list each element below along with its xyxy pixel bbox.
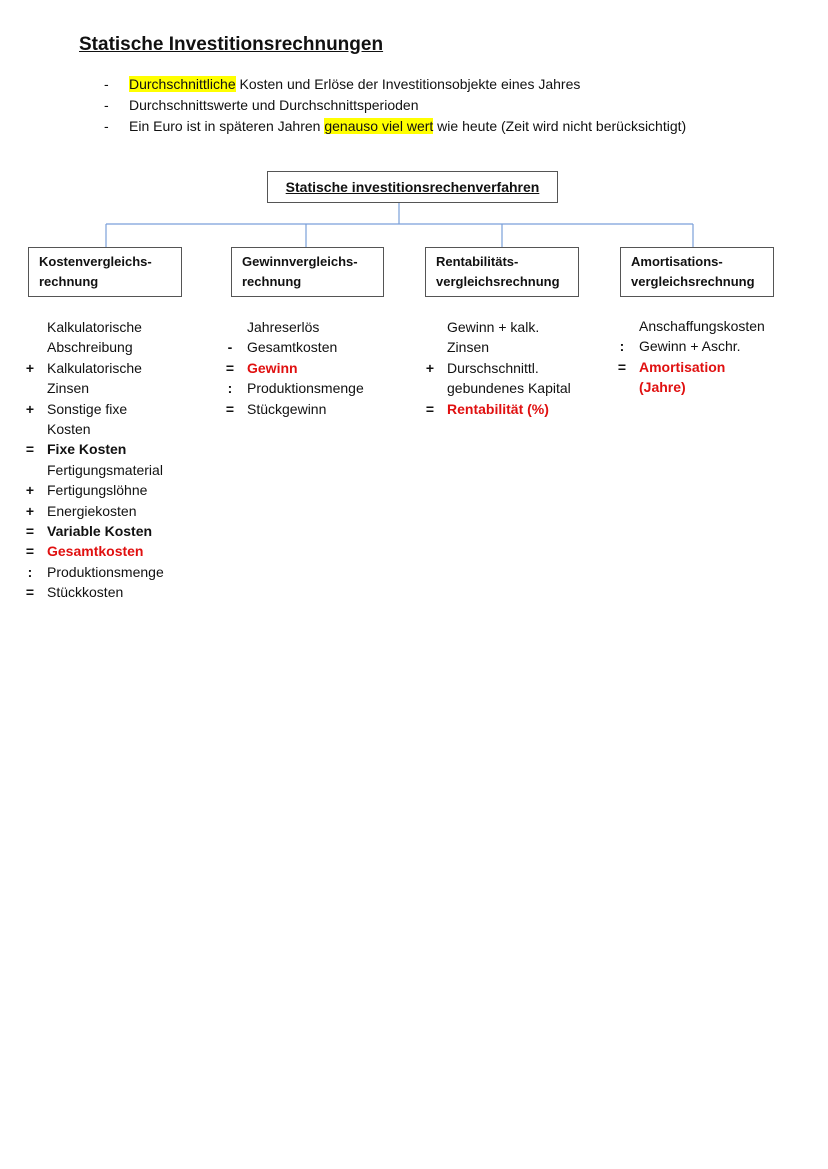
calc-result: Rentabilität (%): [447, 400, 549, 417]
calc-row: [227, 337, 364, 357]
calc-row: [225, 399, 364, 419]
calc-row: [25, 521, 164, 541]
calc-text: Fertigungsmaterial: [47, 461, 163, 478]
category-box-rentabilitaet: [425, 247, 579, 297]
gewinn-calculation: [225, 317, 364, 419]
calc-row: [47, 317, 164, 337]
calc-result: (Jahre): [639, 379, 686, 396]
calc-row: [47, 337, 164, 357]
calc-row: [27, 562, 164, 582]
calc-row: [617, 357, 765, 377]
calc-text: Energiekosten: [47, 502, 137, 519]
calc-result: Amortisation: [639, 358, 726, 375]
amortisation-calculation: [617, 316, 765, 398]
calc-text: Stückkosten: [47, 584, 124, 601]
calc-row: [227, 378, 364, 398]
calc-row: [25, 439, 164, 459]
operator-symbol: =: [225, 359, 235, 376]
category-label: vergleichsrechnung: [436, 274, 560, 289]
diagram-root-label: Statische investitionsrechenverfahren: [285, 179, 540, 195]
calc-row: [639, 377, 765, 397]
operator-symbol: =: [25, 522, 35, 539]
category-label: rechnung: [242, 274, 302, 289]
calc-result: Gewinn: [247, 359, 298, 376]
operator-symbol: :: [27, 563, 33, 580]
calc-text: Kosten: [47, 420, 91, 437]
operator-symbol: +: [25, 359, 35, 376]
operator-symbol: +: [25, 400, 35, 417]
calc-row: [247, 317, 364, 337]
operator-symbol: =: [225, 400, 235, 417]
calc-row: [25, 501, 164, 521]
calc-row: [25, 358, 164, 378]
calc-text: Durschschnittl.: [447, 359, 539, 376]
calc-row: [425, 358, 571, 378]
calc-row: [25, 541, 164, 561]
operator-symbol: =: [25, 584, 35, 601]
calc-row: [619, 336, 765, 356]
rentabilitaet-calculation: [425, 317, 571, 419]
category-label: rechnung: [39, 274, 99, 289]
kosten-calculation: [25, 317, 164, 602]
bullet-text: Durchschnittswerte und Durchschnittsperioden: [129, 97, 419, 113]
operator-symbol: =: [25, 543, 35, 560]
operator-symbol: +: [25, 482, 35, 499]
calc-text: Stückgewinn: [247, 400, 327, 417]
calc-row: [25, 582, 164, 602]
calc-text: Anschaffungskosten: [639, 318, 765, 334]
category-label: Gewinnvergleichs-: [242, 254, 358, 269]
operator-symbol: -: [227, 339, 233, 356]
calc-text: Abschreibung: [47, 339, 133, 356]
bullet-text: Kosten und Erlöse der Investitionsobjekte eines Jahres: [235, 76, 581, 92]
category-box-amortisation: [620, 247, 774, 297]
calc-result: Gesamtkosten: [47, 543, 144, 560]
bullet-dash: -: [104, 118, 109, 134]
calc-row: [225, 358, 364, 378]
operator-symbol: =: [25, 441, 35, 458]
calc-text: Kalkulatorische: [47, 359, 142, 376]
calc-subtotal: Variable Kosten: [47, 522, 153, 539]
calc-row: [447, 378, 571, 398]
calc-text: Fertigungslöhne: [47, 482, 148, 499]
calc-text: Gewinn + Aschr.: [639, 338, 741, 355]
diagram-connector-lines: [0, 0, 828, 260]
calc-row: [47, 378, 164, 398]
category-label: Kostenvergleichs-: [39, 254, 152, 269]
operator-symbol: :: [227, 380, 233, 397]
operator-symbol: =: [617, 358, 627, 375]
bullet-text: Ein Euro ist in späteren Jahren: [129, 118, 325, 134]
bullet-dash: -: [104, 97, 109, 113]
category-box-kostenvergleich: [28, 247, 182, 297]
category-label: vergleichsrechnung: [631, 274, 755, 289]
calc-text: Sonstige fixe: [47, 400, 128, 417]
operator-symbol: :: [619, 338, 625, 355]
category-label: Rentabilitäts-: [436, 254, 519, 269]
operator-symbol: +: [25, 502, 35, 519]
calc-text: Zinsen: [447, 339, 490, 356]
calc-row: [425, 399, 571, 419]
calc-text: Zinsen: [47, 380, 90, 397]
calc-row: [47, 419, 164, 439]
calc-text: Kalkulatorische: [47, 319, 142, 335]
calc-row: [447, 337, 571, 357]
calc-text: Gewinn + kalk.: [447, 319, 540, 335]
category-box-gewinnvergleich: [231, 247, 384, 297]
operator-symbol: =: [425, 400, 435, 417]
calc-text: Produktionsmenge: [247, 380, 364, 397]
category-label: Amortisations-: [631, 254, 723, 269]
calc-text: Gesamtkosten: [247, 339, 338, 356]
calc-text: Produktionsmenge: [47, 563, 164, 580]
bullet-dash: -: [104, 76, 109, 92]
highlighted-text: genauso viel wert: [324, 118, 434, 134]
highlighted-text: Durchschnittliche: [129, 76, 236, 92]
calc-text: Jahreserlös: [247, 319, 320, 335]
page-title: Statische Investitionsrechnungen: [79, 34, 384, 55]
calc-row: [639, 316, 765, 336]
calc-row: [47, 460, 164, 480]
diagram-root-box: [267, 171, 558, 203]
calc-row: [447, 317, 571, 337]
calc-row: [25, 399, 164, 419]
calc-row: [25, 480, 164, 500]
calc-text: gebundenes Kapital: [447, 380, 571, 397]
operator-symbol: +: [425, 359, 435, 376]
bullet-text: wie heute (Zeit wird nicht berücksichtigt): [433, 118, 687, 134]
calc-subtotal: Fixe Kosten: [47, 441, 127, 458]
